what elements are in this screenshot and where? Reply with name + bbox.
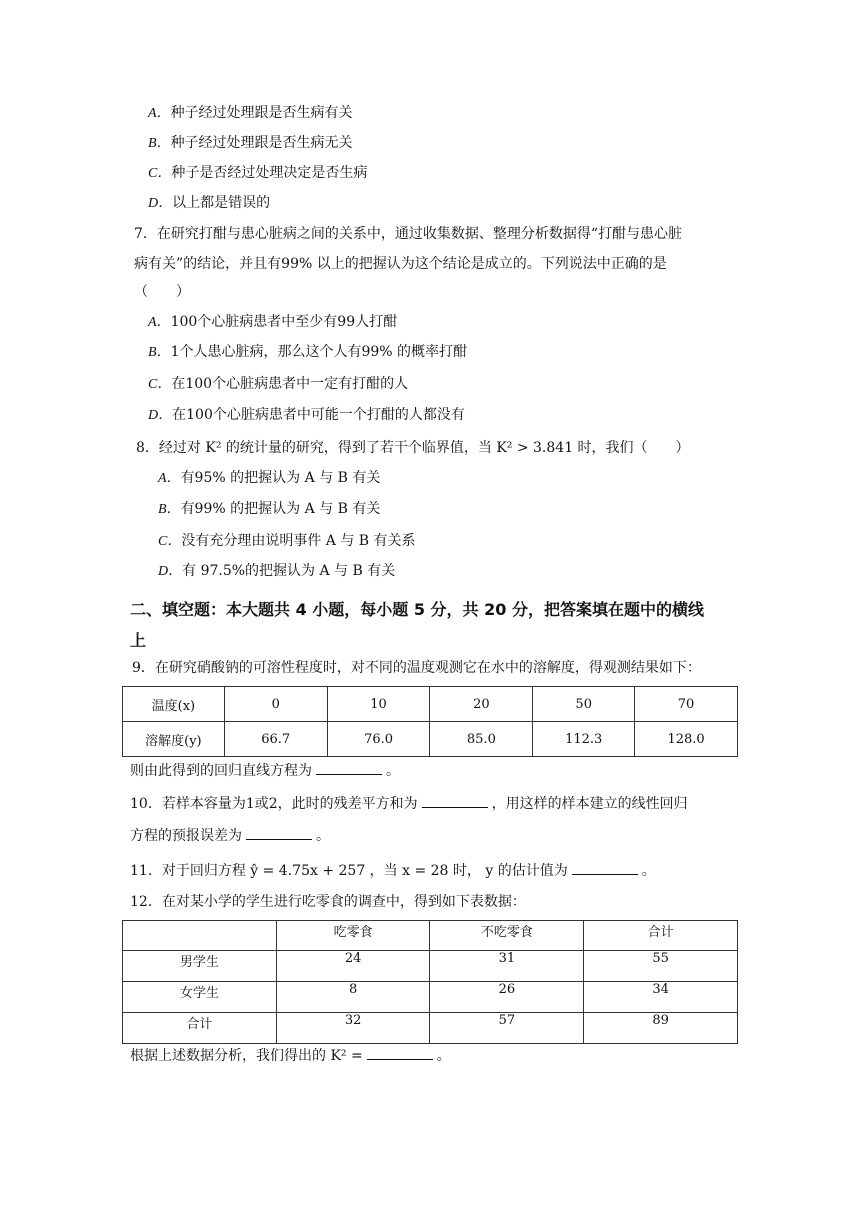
q7-option-d <box>148 405 465 426</box>
q9-answer-prefix: 则由此得到的回归直线方程为 <box>130 763 312 779</box>
option-letter: D． <box>148 196 173 211</box>
table-cell: 89 <box>584 1013 738 1044</box>
section2-title-line2: 上 <box>130 631 147 650</box>
option-text: 有95% 的把握认为 A 与 B 有关 <box>180 470 381 486</box>
q9-answer-suffix: 。 <box>386 763 400 779</box>
q11-suffix: 。 <box>641 863 656 879</box>
q6-option-c <box>148 163 367 184</box>
table-cell: 24 <box>276 951 430 982</box>
table-row <box>123 687 738 722</box>
option-text: 1个人患心脏病，那么这个人有99% 的概率打酣 <box>170 344 468 360</box>
q7-stem-line3: （ ） <box>134 284 190 300</box>
option-text: 以上都是错误的 <box>172 195 271 211</box>
cell-x: 10 <box>327 687 430 722</box>
option-letter: B． <box>158 502 181 517</box>
table-cell: 26 <box>430 982 584 1013</box>
q10-text-a: 10．若样本容量为1或2，此时的残差平方和为 <box>130 796 418 812</box>
option-text: 在100个心脏病患者中一定有打酣的人 <box>171 376 409 392</box>
q10-text-b: ，用这样的样本建立的线性回归 <box>491 796 688 812</box>
option-text: 种子经过处理跟是否生病有关 <box>170 105 353 121</box>
q8-option-c <box>158 531 416 552</box>
option-letter: B． <box>148 345 171 360</box>
table-row <box>123 722 738 757</box>
table-cell: 55 <box>584 951 738 982</box>
q7-stem-line2: 病有关”的结论，并且有99% 以上的把握认为这个结论是成立的。下列说法中正确的是 <box>134 256 667 272</box>
section2-title-line1: 二、填空题：本大题共 4 小题，每小题 5 分，共 20 分，把答案填在题中的横线 <box>130 600 704 619</box>
q9-answer-blank[interactable] <box>316 760 382 775</box>
q12-answer-suffix: 。 <box>436 1048 451 1064</box>
q8-stem: 8．经过对 K² 的统计量的研究，得到了若干个临界值，当 K² > 3.841 时，我们（ ） <box>136 440 690 456</box>
q10-blank-2[interactable] <box>246 825 312 840</box>
option-letter: C． <box>148 166 172 181</box>
q10-blank-1[interactable] <box>422 793 488 808</box>
option-letter: A． <box>158 471 181 486</box>
q11-text: 11．对于回归方程 ŷ = 4.75x + 257 ，当 x = 28 时， y 的估计值为 <box>130 863 568 879</box>
q9-table <box>122 686 738 757</box>
header-cell: 合计 <box>584 921 738 951</box>
table-row <box>123 951 738 982</box>
option-letter: B． <box>148 136 171 151</box>
table-cell: 32 <box>276 1013 430 1044</box>
table-cell: 57 <box>430 1013 584 1044</box>
cell-y: 66.7 <box>224 722 327 757</box>
cell-y: 85.0 <box>430 722 533 757</box>
table-cell: 34 <box>584 982 738 1013</box>
cell-x: 0 <box>224 687 327 722</box>
option-letter: A． <box>148 315 171 330</box>
row-label: 合计 <box>123 1013 277 1044</box>
header-cell <box>123 921 277 951</box>
q12-table <box>122 920 738 1044</box>
q9-answer-line <box>130 760 400 781</box>
option-text: 种子是否经过处理决定是否生病 <box>171 165 368 181</box>
q7-stem-line1: 7．在研究打酣与患心脏病之间的关系中，通过收集数据、整理分析数据得“打酣与患心脏 <box>134 226 683 242</box>
cell-y: 112.3 <box>533 722 635 757</box>
row-label: 男学生 <box>123 951 277 982</box>
q7-option-b <box>148 342 467 363</box>
q12-answer-blank[interactable] <box>367 1045 433 1060</box>
q8-option-a <box>158 468 380 489</box>
cell-y: 76.0 <box>327 722 430 757</box>
q10-line2 <box>130 825 330 846</box>
q6-option-a <box>148 103 353 124</box>
row-label: 女学生 <box>123 982 277 1013</box>
option-text: 种子经过处理跟是否生病无关 <box>170 135 353 151</box>
option-text: 有99% 的把握认为 A 与 B 有关 <box>180 501 381 517</box>
table-cell: 31 <box>430 951 584 982</box>
cell-y: 128.0 <box>635 722 738 757</box>
q12-answer-prefix: 根据上述数据分析，我们得出的 K² = <box>130 1048 363 1064</box>
q7-option-a <box>148 312 397 333</box>
q8-option-d <box>158 561 395 582</box>
option-letter: C． <box>158 534 182 549</box>
cell-x: 70 <box>635 687 738 722</box>
cell-x: 20 <box>430 687 533 722</box>
table-cell: 8 <box>276 982 430 1013</box>
q8-option-b <box>158 499 380 520</box>
row-label-x: 温度(x) <box>123 687 225 722</box>
q7-option-c <box>148 374 408 395</box>
option-letter: C． <box>148 377 172 392</box>
option-letter: D． <box>148 408 173 423</box>
q10-text-d: 。 <box>316 828 330 844</box>
table-row <box>123 982 738 1013</box>
option-letter: A． <box>148 106 171 121</box>
table-header-row <box>123 921 738 951</box>
option-text: 100个心脏病患者中至少有99人打酣 <box>170 314 398 330</box>
q11-blank[interactable] <box>572 860 638 875</box>
option-letter: D． <box>158 564 183 579</box>
cell-x: 50 <box>533 687 635 722</box>
q11-line <box>130 860 656 881</box>
option-text: 没有充分理由说明事件 A 与 B 有关系 <box>181 533 416 549</box>
option-text: 在100个心脏病患者中可能一个打酣的人都没有 <box>172 407 465 423</box>
option-text: 有 97.5%的把握认为 A 与 B 有关 <box>182 563 396 579</box>
header-cell: 不吃零食 <box>430 921 584 951</box>
header-cell: 吃零食 <box>276 921 430 951</box>
q12-stem: 12．在对某小学的学生进行吃零食的调查中，得到如下表数据： <box>130 894 526 910</box>
q12-answer-line <box>130 1045 451 1066</box>
q9-stem: 9．在研究硝酸钠的可溶性程度时，对不同的温度观测它在水中的溶解度，得观测结果如下： <box>132 660 701 676</box>
row-label-y: 溶解度(y) <box>123 722 225 757</box>
q10-text-c: 方程的预报误差为 <box>130 828 242 844</box>
q6-option-d <box>148 193 270 214</box>
table-row <box>123 1013 738 1044</box>
q6-option-b <box>148 133 353 154</box>
q10-line1 <box>130 793 688 814</box>
